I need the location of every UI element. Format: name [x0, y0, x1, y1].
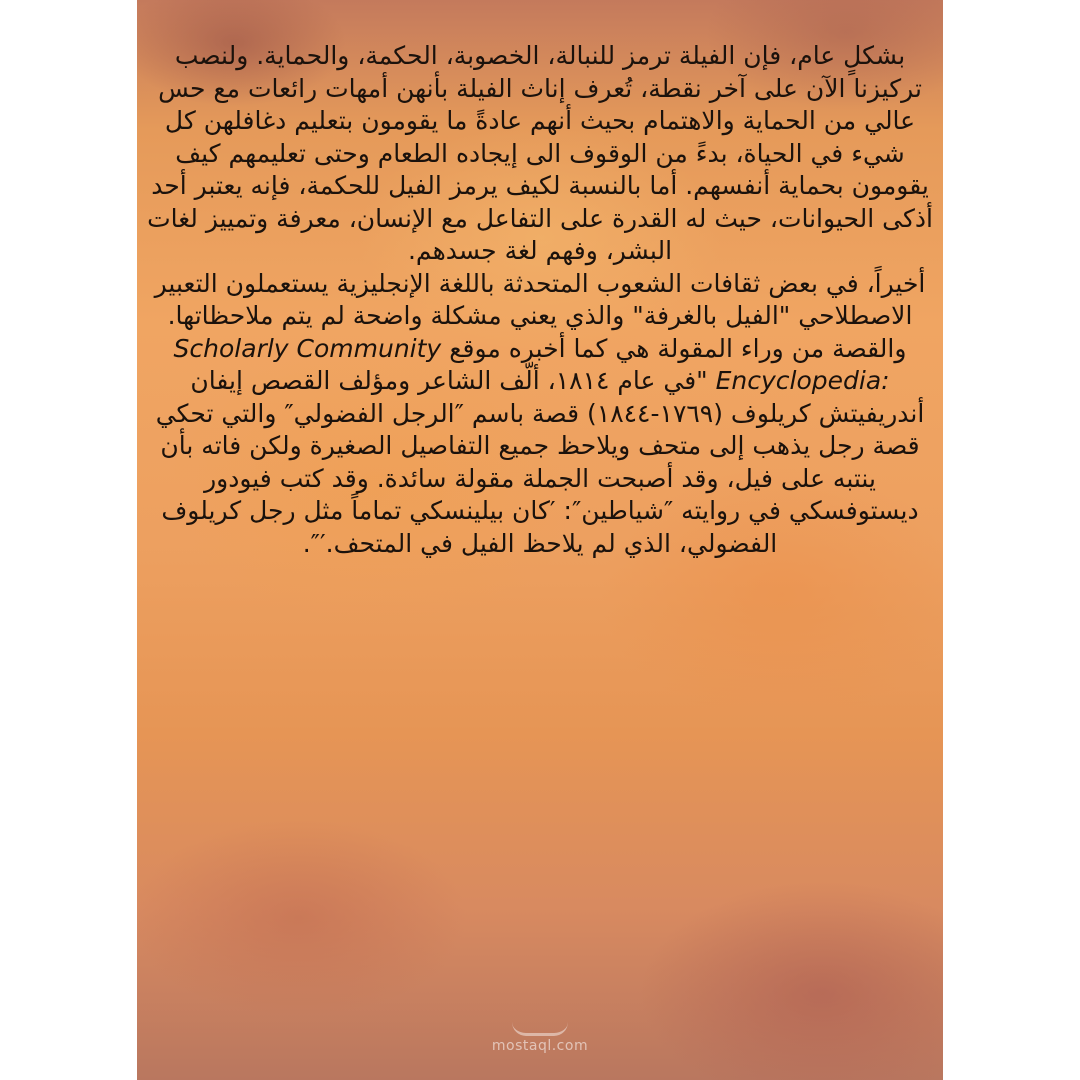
- paragraph-elephant-symbolism: بشكلٍ عام، فإن الفيلة ترمز للنبالة، الخصوبة، الحكمة، والحماية. ولنصب تركيزنا الآن على آخر نقطة، تُعرف إناث الفيلة بأنهن أمهات رائعات مع حس عالي من الحماية والاهتمام بحيث أنهم عادةً ما يقومون بتعليم دغافلهن كل شيء في الحياة، بدءً من الوقوف الى إيجاده الطعام وحتى تعليمهم كيف يقومون بحماية أنفسهم. أما بالنسبة لكيف يرمز الفيل للحكمة، فإنه يعتبر أحد أذكى الحيوانات، حيث له القدرة على التفاعل مع الإنسان، معرفة وتمييز لغات البشر، وفهم لغة جسدهم.: [147, 41, 933, 265]
- article-page: [137, 0, 943, 1080]
- article-body: [147, 40, 933, 560]
- mostaql-logo-icon: [512, 1015, 568, 1036]
- paragraph-2-quote: "في عام ١٨١٤، ألّف الشاعر ومؤلف القصص إيفان أندريفيتش كريلوف (١٧٦٩-١٨٤٤) قصة باسم ″الرجل الفضولي″ والتي تحكي قصة رجل يذهب إلى متحف ويلاحظ جميع التفاصيل الصغيرة ولكن فاته بأن ينتبه على فيل، وقد أصبحت الجملة مقولة سائدة. وقد كتب فيودور ديستوفسكي في روايته ″شياطين″: ′كان بيلينسكي تماماً مثل رجل كريلوف الفضولي، الذي لم يلاحظ الفيل في المتحف.′″.: [155, 366, 925, 558]
- paragraph-2-intro: أخيراً، في بعض ثقافات الشعوب المتحدثة باللغة الإنجليزية يستعملون التعبير الاصطلاحي "الفيل بالغرفة" والذي يعني مشكلة واضحة لم يتم ملاحظاتها. والقصة من وراء المقولة هي كما أخبره موقع: [154, 268, 926, 363]
- source-name: Scholarly Community Encyclopedia:: [173, 333, 890, 395]
- watermark: [137, 1015, 943, 1054]
- watermark-text: mostaql.com: [491, 1038, 589, 1054]
- paragraph-elephant-in-the-room: [147, 268, 933, 561]
